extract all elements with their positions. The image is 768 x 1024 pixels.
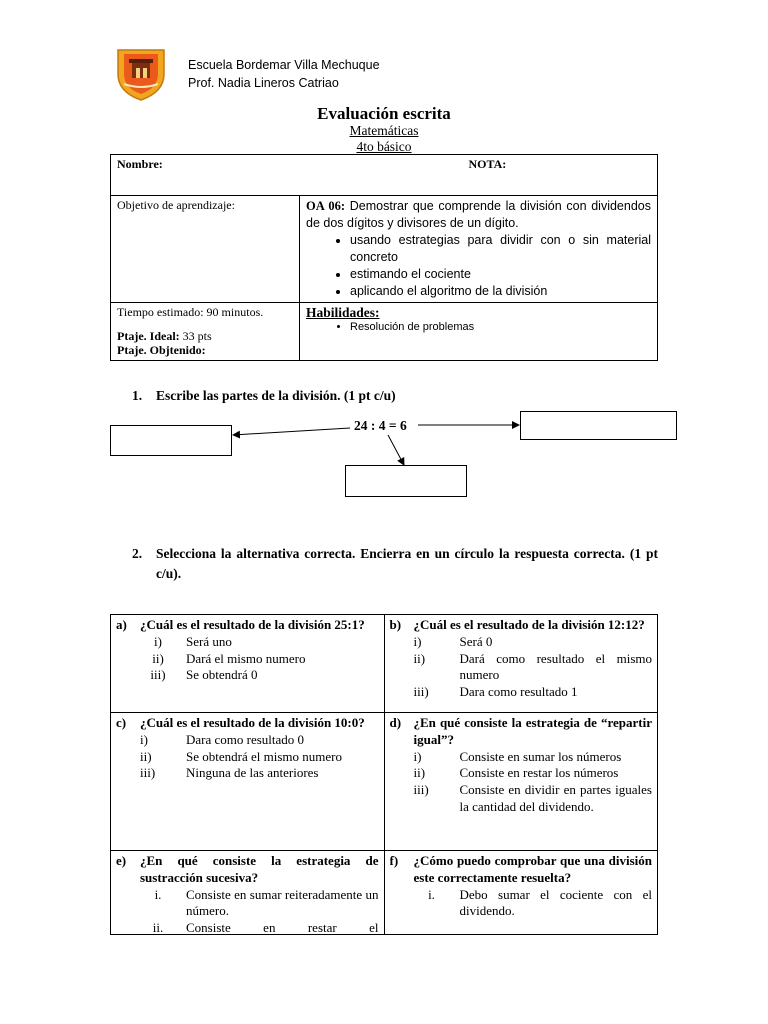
question-cell-c [111, 713, 385, 851]
question-2-number: 2. [132, 546, 143, 561]
option[interactable] [390, 782, 653, 816]
option-text: Consiste en sumar reiteradamente un número. [186, 886, 379, 919]
divisor-answer-box[interactable] [345, 465, 467, 497]
question-text: ¿Cómo puedo comprobar que una división este correctamente resuelta? [413, 853, 652, 885]
option-text: Consiste en sumar los números [459, 748, 622, 764]
option-number: i) [413, 633, 422, 649]
option-number: iii) [140, 765, 156, 781]
question-cell-e [111, 851, 385, 935]
option[interactable] [390, 634, 653, 651]
objective-label: Objetivo de aprendizaje: [117, 198, 235, 212]
question-cell-f [384, 851, 658, 935]
option-number: i) [154, 633, 162, 649]
option-text: Ninguna de las anteriores [186, 765, 319, 781]
question-f [390, 853, 653, 887]
question-text: ¿Cuál es el resultado de la división 12:12? [413, 617, 645, 632]
question-2 [132, 544, 658, 584]
question-cell-a [111, 615, 385, 713]
option[interactable] [390, 765, 653, 782]
oa-bullet: • estimando el cociente [350, 266, 651, 283]
teacher-name: Prof. Nadia Lineros Catriao [188, 76, 339, 90]
skill-item: • Resolución de problemas [350, 321, 651, 333]
option-number: ii. [152, 920, 164, 934]
question-a [116, 617, 379, 634]
ideal-score-label: Ptaje. Ideal: [117, 329, 180, 343]
skills-label: Habilidades: [306, 305, 380, 320]
option[interactable] [116, 732, 379, 749]
question-b [390, 617, 653, 634]
division-equation: 24 : 4 = 6 [354, 418, 407, 433]
option-number: iii) [413, 782, 429, 798]
option-number: ii) [413, 650, 426, 666]
name-label: Nombre: [117, 157, 163, 171]
page-title: Evaluación escrita [317, 104, 451, 123]
question-letter: d) [389, 715, 402, 730]
option[interactable] [116, 634, 379, 651]
option[interactable] [390, 651, 653, 685]
oa-description: Demostrar que comprende la división con dividendos de dos dígitos y divisores de un dígito. [306, 199, 651, 230]
option-text: Dara como resultado 1 [459, 684, 578, 700]
arrow-to-left-box [233, 428, 350, 435]
question-letter: c) [116, 715, 127, 730]
option[interactable] [390, 684, 653, 701]
option-number: i. [154, 886, 162, 902]
option[interactable] [390, 887, 653, 921]
option[interactable] [116, 920, 379, 934]
question-cell-b [384, 615, 658, 713]
question-e [116, 853, 379, 887]
question-letter: b) [389, 617, 402, 632]
obtained-score-label: Ptaje. Objtenido: [117, 343, 206, 357]
option-text: Dara como resultado 0 [186, 731, 305, 747]
question-1-text: Escribe las partes de la división. (1 pt c/u) [156, 388, 396, 403]
multiple-choice-table [110, 614, 658, 935]
option-number: i. [428, 886, 435, 902]
option-number: iii) [150, 667, 166, 683]
option-number: i) [140, 731, 148, 747]
option-number: ii) [140, 748, 152, 764]
question-cell-d [384, 713, 658, 851]
option-text: Debo sumar el cociente con el dividendo. [459, 886, 652, 919]
option-number: ii) [152, 650, 164, 666]
option-text: Se obtendrá el mismo numero [186, 748, 342, 764]
option[interactable] [390, 749, 653, 766]
option-text: Consiste en restar los números [459, 765, 619, 781]
question-text: ¿En qué consiste la estrategia de “repartir igual”? [413, 715, 652, 747]
oa-bullet: • aplicando el algoritmo de la división [350, 283, 651, 300]
option-text: Dará como resultado el mismo numero [459, 650, 652, 683]
grade-label: NOTA: [468, 157, 507, 171]
question-c [116, 715, 379, 732]
question-letter: f) [389, 853, 399, 868]
question-letter: a) [116, 617, 127, 632]
option[interactable] [116, 765, 379, 782]
dividend-answer-box[interactable] [110, 425, 232, 456]
option-text: Consiste en dividir en partes iguales la cantidad del dividendo. [459, 782, 652, 814]
option-number: iii) [413, 684, 429, 700]
option-number: i) [413, 748, 422, 764]
question-text: ¿Cuál es el resultado de la división 10:0? [140, 715, 365, 730]
option-text: Dará el mismo numero [186, 650, 306, 666]
option-text: Será uno [186, 633, 232, 649]
quotient-answer-box[interactable] [520, 411, 677, 440]
option-number: ii) [413, 765, 426, 781]
option[interactable] [116, 887, 379, 921]
option-text: Será 0 [459, 633, 493, 649]
question-d [390, 715, 653, 749]
option-text: Consiste en restar el [186, 920, 379, 934]
option[interactable] [116, 749, 379, 766]
option-text: Se obtendrá 0 [186, 667, 258, 683]
oa-bullet: • usando estrategias para dividir con o sin material concreto [350, 232, 651, 266]
subject-title: Matemáticas [349, 123, 419, 138]
school-name: Escuela Bordemar Villa Mechuque [188, 58, 380, 72]
option[interactable] [116, 651, 379, 668]
time-estimate: Tiempo estimado: 90 minutos. [117, 305, 264, 319]
question-letter: e) [116, 853, 127, 868]
question-text: ¿Cuál es el resultado de la división 25:1? [140, 617, 365, 632]
question-2-text: Selecciona la alternativa correcta. Encierra en un círculo la respuesta correcta. (1 pt c/u). [156, 546, 658, 581]
arrow-to-bottom-box [388, 435, 404, 465]
question-1-number: 1. [132, 388, 143, 403]
question-text: ¿En qué consiste la estrategia de sustracción sucesiva? [140, 853, 379, 885]
option[interactable] [116, 667, 379, 684]
ideal-score-value: 33 pts [182, 329, 212, 343]
grade-title: 4to básico [356, 139, 412, 154]
oa-code: OA 06: [306, 199, 346, 213]
